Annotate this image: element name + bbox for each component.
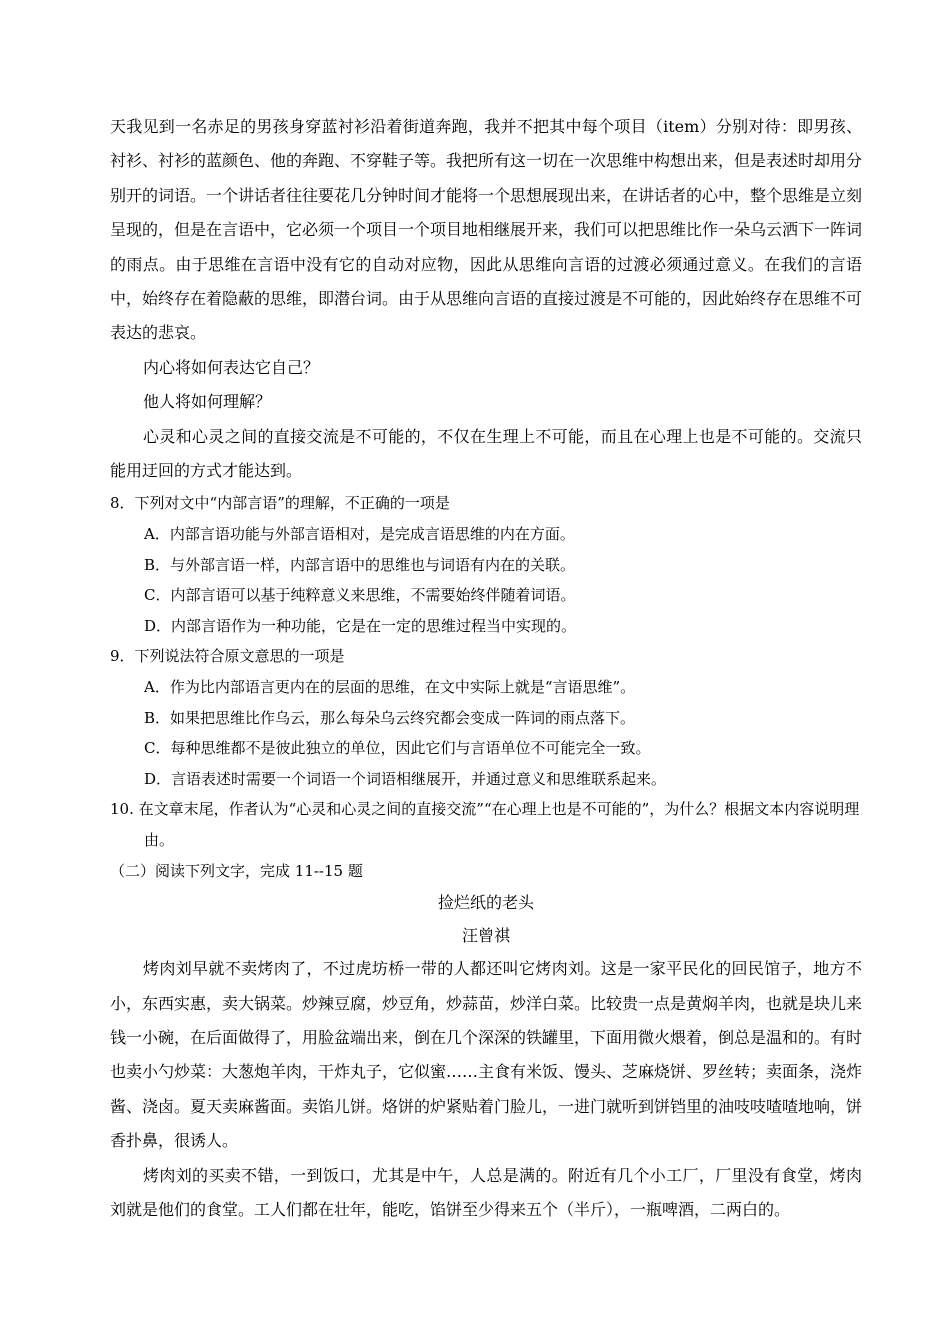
question-8-option-c: C．内部言语可以基于纯粹意义来思维，不需要始终伴随着词语。 — [144, 586, 576, 605]
section-2-heading: （二）阅读下列文字，完成 11--15 题 — [110, 861, 363, 880]
question-9-stem: 9．下列说法符合原文意思的一项是 — [110, 647, 345, 666]
document-page — [110, 110, 862, 1227]
question-10-stem: 10. 在文章末尾，作者认为“心灵和心灵之间的直接交流”“在心理上也是不可能的”，为什么？根据文本内容说明理由。 — [110, 800, 860, 849]
question-8-option-a: A．内部言语功能与外部言语相对，是完成言语思维的内在方面。 — [144, 525, 575, 544]
passage1-paragraph-3: 他人将如何理解？ — [143, 392, 272, 412]
story-paragraph-2: 烤肉刘的买卖不错，一到饭口，尤其是中午，人总是满的。附近有几个小工厂，厂里没有食堂，烤肉刘就是他们的食堂。工人们都在壮年，能吃，馅饼至少得来五个（半斤），一瓶啤酒，二两白的。 — [110, 1165, 862, 1220]
story-title: 捡烂纸的老头 — [437, 893, 534, 913]
story-author: 汪曾祺 — [461, 926, 510, 946]
passage1-paragraph-2: 内心将如何表达它自己？ — [143, 357, 320, 377]
question-9-option-d: D．言语表述时需要一个词语一个词语相继展开，并通过意义和思维联系起来。 — [144, 769, 667, 788]
story-paragraph-1: 烤肉刘早就不卖烤肉了，不过虎坊桥一带的人都还叫它烤肉刘。这是一家平民化的回民馆子，地方不小，东西实惠，卖大锅菜。炒辣豆腐，炒豆角，炒蒜苗，炒洋白菜。比较贵一点是黄焖羊肉，也就是块儿来钱一小碗，在后面做得了，用脸盆端出来，倒在几个深深的铁罐里，下面用微火煨着，倒总是温和的。有时也卖小勺炒菜：大葱炮羊肉，干炸丸子，它似蜜……主食有米饭、馒头、芝麻烧饼、罗丝转；卖面条，浇炸酱、浇卤。夏天卖麻酱面。卖馅儿饼。烙饼的炉紧贴着门脸儿，一进门就听到饼铛里的油吱吱喳喳地响，饼香扑鼻，很诱人。 — [110, 959, 863, 1151]
question-9-option-b: B．如果把思维比作乌云，那么每朵乌云终究都会变成一阵词的雨点落下。 — [144, 708, 636, 727]
question-9-option-c: C．每种思维都不是彼此独立的单位，因此它们与言语单位不可能完全一致。 — [144, 739, 651, 758]
passage1-paragraph-4: 心灵和心灵之间的直接交流是不可能的，不仅在生理上不可能，而且在心理上也是不可能的。交流只能用迂回的方式才能达到。 — [110, 426, 862, 481]
question-8-option-d: D．内部言语作为一种功能，它是在一定的思维过程当中实现的。 — [144, 616, 577, 635]
question-9-option-a: A．作为比内部语言更内在的层面的思维，在文中实际上就是“言语思维”。 — [144, 678, 636, 697]
passage1-paragraph-1: 天我见到一名赤足的男孩身穿蓝衬衫沿着街道奔跑，我并不把其中每个项目（item）分别对待：即男孩、衬衫、衬衫的蓝颜色、他的奔跑、不穿鞋子等。我把所有这一切在一次思维中构想出来，但是表述时却用分别开的词语。一个讲话者往往要花几分钟时间才能将一个思想展现出来，在讲话者的心中，整个思维是立刻呈现的，但是在言语中，它必须一个项目一个项目地相继展开来，我们可以把思维比作一朵乌云洒下一阵词的雨点。由于思维在言语中没有它的自动对应物，因此从思维向言语的过渡必须通过意义。在我们的言语中，始终存在着隐蔽的思维，即潜台词。由于从思维向言语的直接过渡是不可能的，因此始终存在思维不可表达的悲哀。 — [110, 117, 863, 343]
question-8-stem: 8．下列对文中“内部言语”的理解，不正确的一项是 — [110, 494, 450, 513]
question-8-option-b: B．与外部言语一样，内部言语中的思维也与词语有内在的关联。 — [144, 555, 576, 574]
